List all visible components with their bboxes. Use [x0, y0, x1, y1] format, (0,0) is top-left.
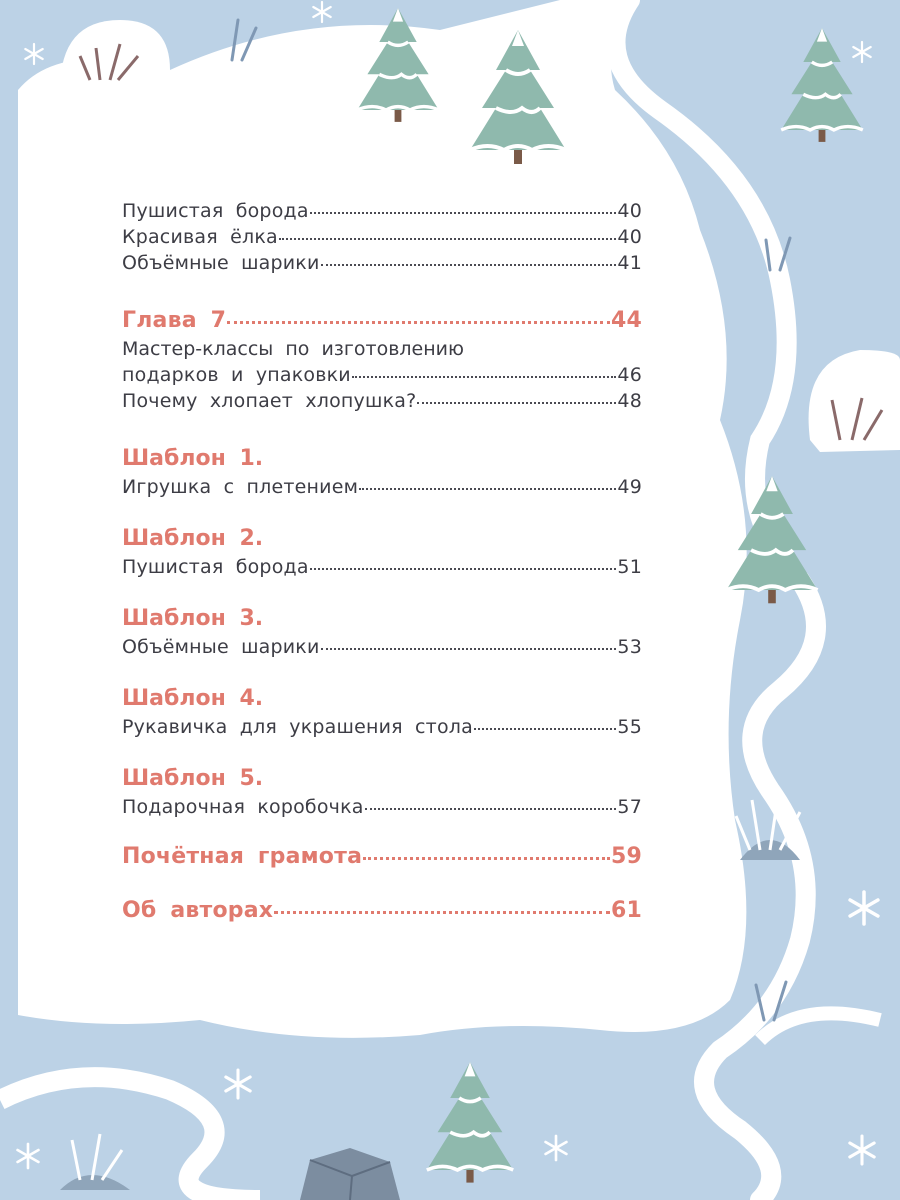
snowflake-icon [25, 44, 42, 64]
snowflake-icon [850, 1136, 874, 1164]
toc-entry-title: Игрушка с плетением [122, 476, 359, 498]
toc-entry-title: Почётная грамота [122, 844, 363, 869]
chapter-subtitle-line: Мастер-классы по изготовлению [122, 338, 464, 360]
snowflake-icon [853, 42, 870, 62]
dot-leader [474, 728, 616, 730]
template-heading: Шаблон 4. [122, 686, 264, 711]
chapter-subtitle-line: подарков и упаковки [122, 364, 351, 386]
toc-entry-title: Почему хлопает хлопушка? [122, 390, 417, 412]
toc-entry-page: 53 [617, 636, 642, 658]
toc-entry-page: 51 [617, 556, 642, 578]
toc-entry-title: Об авторах [122, 898, 274, 923]
toc-entry[interactable] [122, 634, 642, 660]
toc-entry[interactable] [122, 474, 642, 500]
snowflake-icon [226, 1070, 250, 1098]
toc-entry[interactable] [122, 250, 642, 276]
dot-leader [321, 648, 617, 650]
toc-chapter-7[interactable] [122, 306, 642, 336]
toc-entry-page: 46 [617, 364, 642, 386]
bush-icon [60, 20, 170, 92]
fir-tree-icon [781, 28, 863, 142]
toc-entry-page: 41 [617, 252, 642, 274]
dot-leader [352, 376, 617, 378]
toc-entry[interactable] [122, 554, 642, 580]
toc-entry-page: 59 [610, 844, 642, 869]
snowflake-icon [18, 1144, 39, 1168]
toc-entry-title: Объёмные шарики [122, 636, 320, 658]
toc-entry-page: 48 [617, 390, 642, 412]
bush-icon [60, 1175, 130, 1190]
template-heading: Шаблон 2. [122, 526, 264, 551]
table-of-contents [122, 198, 642, 926]
toc-entry[interactable] [122, 362, 642, 388]
snowflake-icon [313, 2, 330, 22]
toc-entry-title: Подарочная коробочка [122, 796, 364, 818]
toc-entry[interactable] [122, 198, 642, 224]
toc-entry-title: Пушистая борода [122, 200, 309, 222]
dot-leader [321, 264, 617, 266]
snowflake-icon [546, 1136, 567, 1160]
toc-certificate[interactable] [122, 842, 642, 872]
chapter-page: 44 [610, 308, 642, 333]
toc-entry[interactable] [122, 794, 642, 820]
snowflake-icon [850, 892, 878, 924]
toc-entry-page: 61 [610, 898, 642, 923]
dot-leader [310, 212, 617, 214]
dot-leader [227, 321, 610, 324]
dot-leader [279, 238, 617, 240]
dot-leader [417, 402, 616, 404]
template-heading: Шаблон 5. [122, 766, 264, 791]
dot-leader [365, 808, 617, 810]
toc-entry-page: 49 [617, 476, 642, 498]
toc-entry-title: Рукавичка для украшения стола [122, 716, 473, 738]
template-heading: Шаблон 1. [122, 446, 264, 471]
fir-tree-icon [427, 1062, 513, 1183]
dot-leader [359, 488, 616, 490]
toc-entry-title: Объёмные шарики [122, 252, 320, 274]
toc-authors[interactable] [122, 896, 642, 926]
dot-leader [363, 857, 610, 860]
template-heading: Шаблон 3. [122, 606, 264, 631]
toc-entry[interactable] [122, 224, 642, 250]
dot-leader [274, 911, 610, 914]
toc-entry-title: Красивая ёлка [122, 226, 278, 248]
toc-entry[interactable] [122, 388, 642, 414]
toc-entry-page: 55 [617, 716, 642, 738]
toc-entry[interactable] [122, 714, 642, 740]
toc-entry-page: 57 [617, 796, 642, 818]
dot-leader [310, 568, 617, 570]
toc-entry-title: Пушистая борода [122, 556, 309, 578]
chapter-title: Глава 7 [122, 308, 227, 333]
toc-entry-page: 40 [617, 226, 642, 248]
toc-entry-page: 40 [617, 200, 642, 222]
